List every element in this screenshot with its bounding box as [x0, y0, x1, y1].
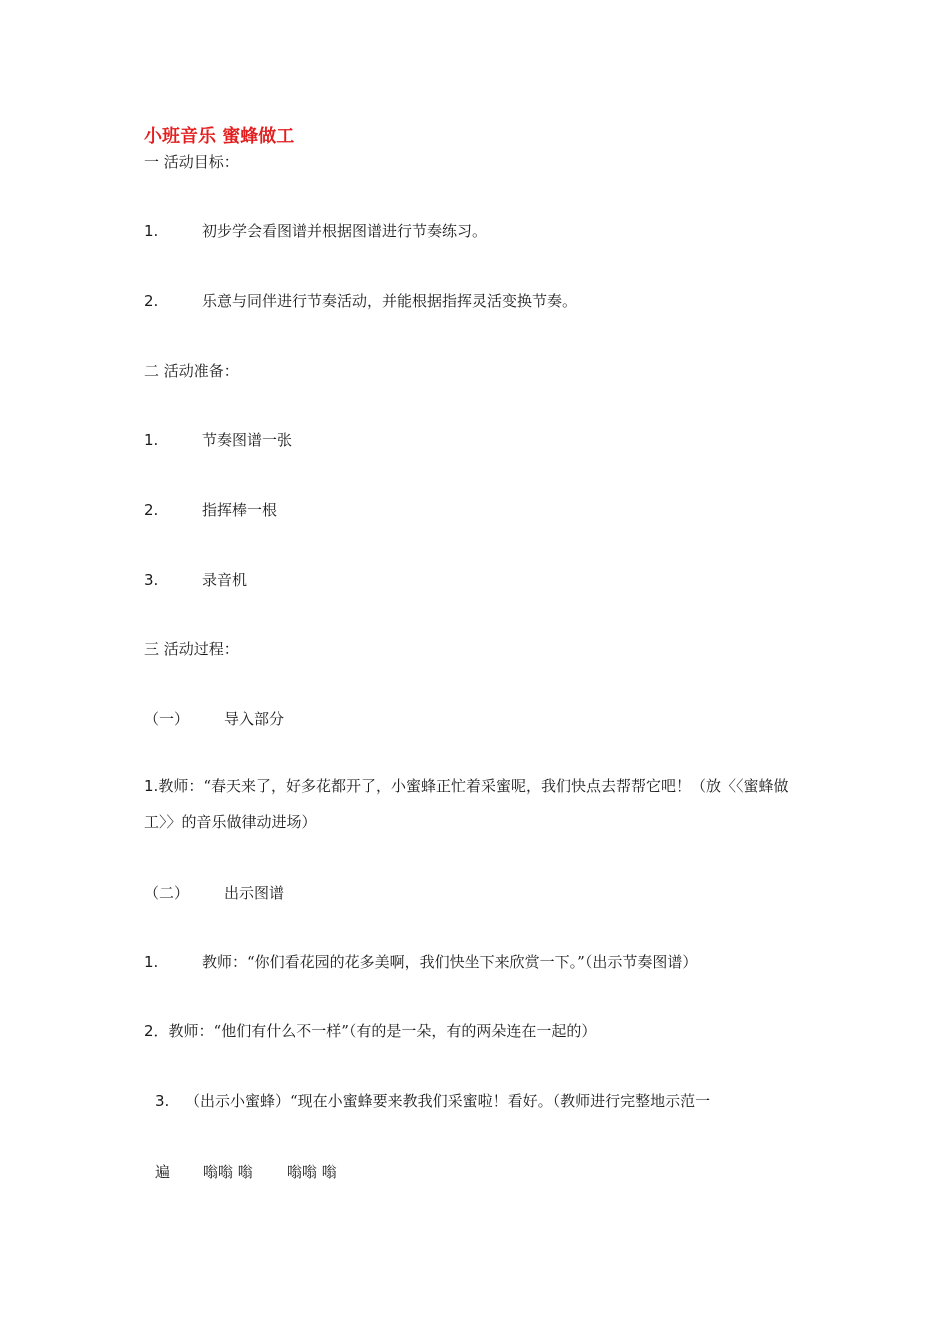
- item-number: 3.: [144, 571, 159, 589]
- item-text: 指挥棒一根: [202, 501, 278, 519]
- hum-text: 嗡嗡 嗡: [287, 1163, 337, 1181]
- list-item: [144, 291, 577, 311]
- subsection-number: （二）: [144, 884, 190, 902]
- item-number: 2.: [144, 501, 159, 519]
- item-text: 教师：“你们看花园的花多美啊，我们快坐下来欣赏一下。”（出示节奏图谱）: [202, 953, 698, 971]
- subsection-number: （一）: [144, 710, 190, 728]
- list-item: [144, 430, 292, 450]
- subsection-heading-chart: [144, 883, 284, 903]
- list-item: [144, 221, 487, 241]
- paragraph-text: 教师：“春天来了，好多花都开了，小蜜蜂正忙着采蜜呢，我们快点去帮帮它吧！（放〈〈蜜蜂做工〉〉的音乐做律动进场）: [144, 777, 789, 831]
- item-text: 初步学会看图谱并根据图谱进行节奏练习。: [202, 222, 488, 240]
- subsection-label: 导入部分: [224, 710, 285, 728]
- section-heading-process: 三 活动过程：: [144, 640, 239, 658]
- paragraph: [144, 768, 816, 840]
- item-text: 录音机: [202, 571, 248, 589]
- page-title: 小班音乐 蜜蜂做工: [144, 126, 295, 147]
- paragraph-number: 1.: [144, 777, 159, 795]
- list-item: [144, 952, 697, 972]
- list-item: [144, 570, 247, 590]
- item-number: 3.: [155, 1092, 170, 1110]
- item-text: 乐意与同伴进行节奏活动，并能根据指挥灵活变换节奏。: [202, 292, 578, 310]
- subsection-heading-intro: [144, 709, 284, 729]
- item-text: ．教师：“他们有什么不一样”（有的是一朵，有的两朵连在一起的）: [153, 1022, 597, 1040]
- item-number: 2.: [144, 292, 159, 310]
- section-heading-preparation: 二 活动准备：: [144, 362, 239, 380]
- section-heading-goals: 一 活动目标：: [144, 153, 239, 171]
- item-text: 节奏图谱一张: [202, 431, 293, 449]
- hum-line: [155, 1162, 337, 1182]
- item-number: 2: [144, 1022, 154, 1040]
- list-item: [144, 500, 277, 520]
- item-number: 1.: [144, 431, 159, 449]
- item-text-continued: 遍: [155, 1163, 171, 1181]
- item-number: 1.: [144, 222, 159, 240]
- list-item: [144, 1021, 596, 1041]
- subsection-label: 出示图谱: [224, 884, 285, 902]
- item-number: 1.: [144, 953, 159, 971]
- hum-text: 嗡嗡 嗡: [203, 1163, 253, 1181]
- list-item: [155, 1091, 710, 1111]
- item-text: （出示小蜜蜂）“现在小蜜蜂要来教我们采蜜啦！看好。（教师进行完整地示范一: [185, 1092, 711, 1110]
